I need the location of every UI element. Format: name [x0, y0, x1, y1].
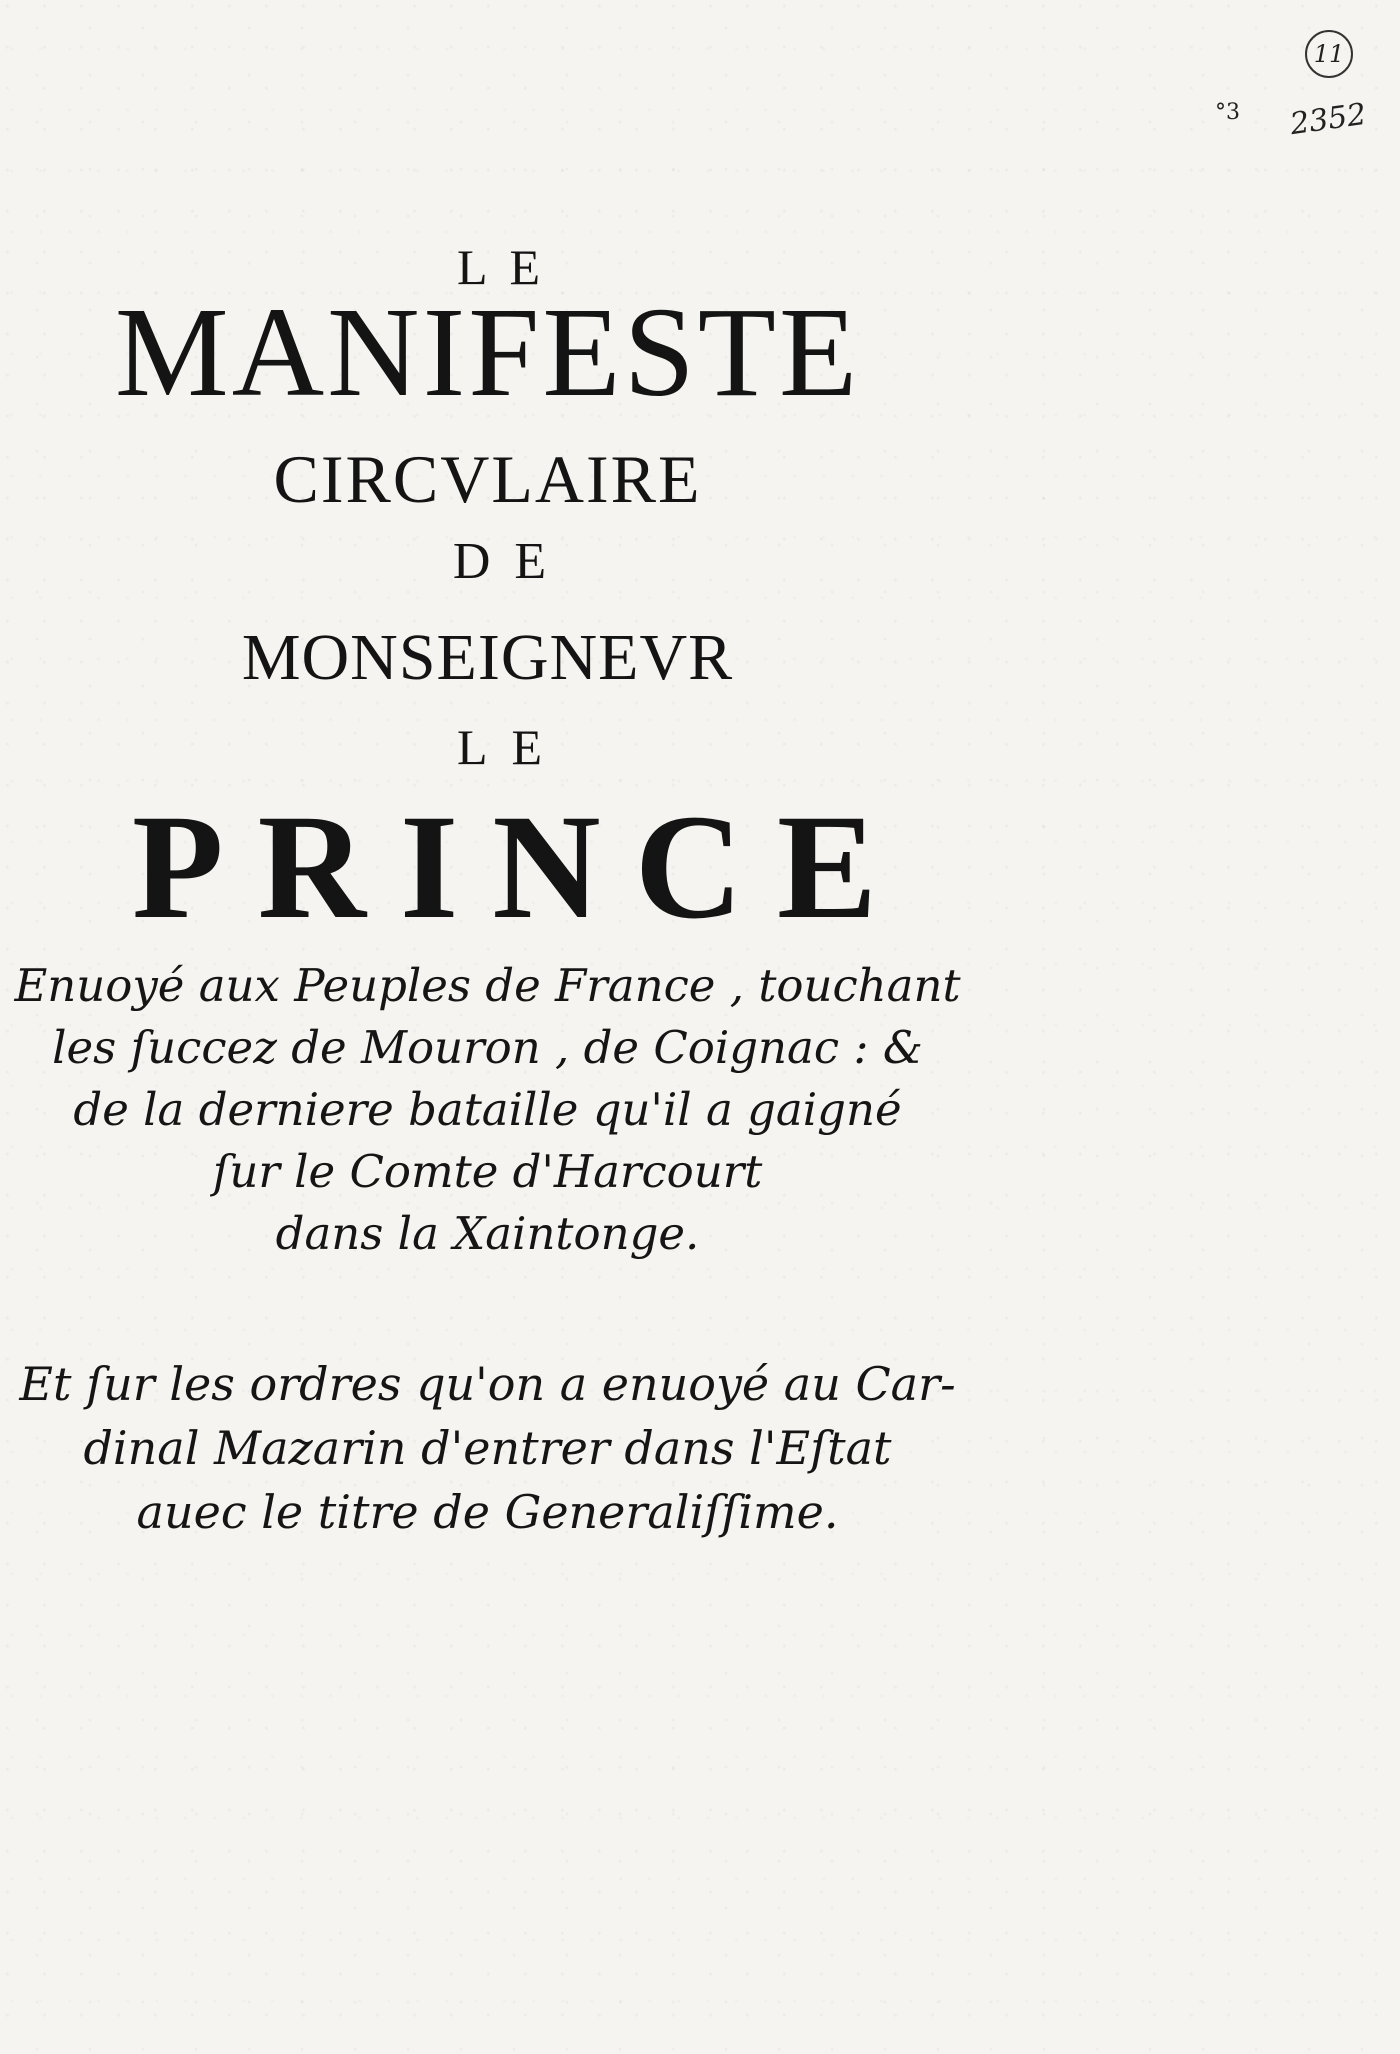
- description-line: les ſuccez de Mouron , de Coignac : &: [52, 1021, 923, 1074]
- subtitle-orders: [0, 1352, 975, 1544]
- title-line-le-second: LE: [456, 719, 567, 775]
- description-line: Enuoyé aux Peuples de France , touchant: [14, 959, 961, 1012]
- orders-line: Et ſur les ordres qu'on a enuoyé au Car-: [19, 1357, 956, 1411]
- margin-mark: °3: [1215, 100, 1240, 125]
- library-stamp-number: 11: [1305, 30, 1353, 78]
- description-line: de la derniere bataille qu'il a gaigné: [73, 1083, 902, 1136]
- description-line: dans la Xaintonge.: [275, 1207, 700, 1260]
- title-line-circulaire: CIRCVLAIRE: [273, 441, 702, 517]
- title-line-de: DE: [452, 533, 571, 590]
- title-line-prince: PRINCE: [131, 784, 912, 950]
- orders-line: auec le titre de Generaliſſime.: [136, 1485, 839, 1539]
- title-line-le: LE: [456, 239, 563, 295]
- title-line-manifeste: MANIFESTE: [114, 281, 861, 423]
- shelf-mark: 2352: [1287, 96, 1369, 143]
- subtitle-description: [0, 955, 975, 1265]
- description-line: ſur le Comte d'Harcourt: [212, 1145, 763, 1198]
- orders-line: dinal Mazarin d'entrer dans l'Eſtat: [83, 1421, 892, 1475]
- title-line-monseigneur: MONSEIGNEVR: [241, 621, 734, 694]
